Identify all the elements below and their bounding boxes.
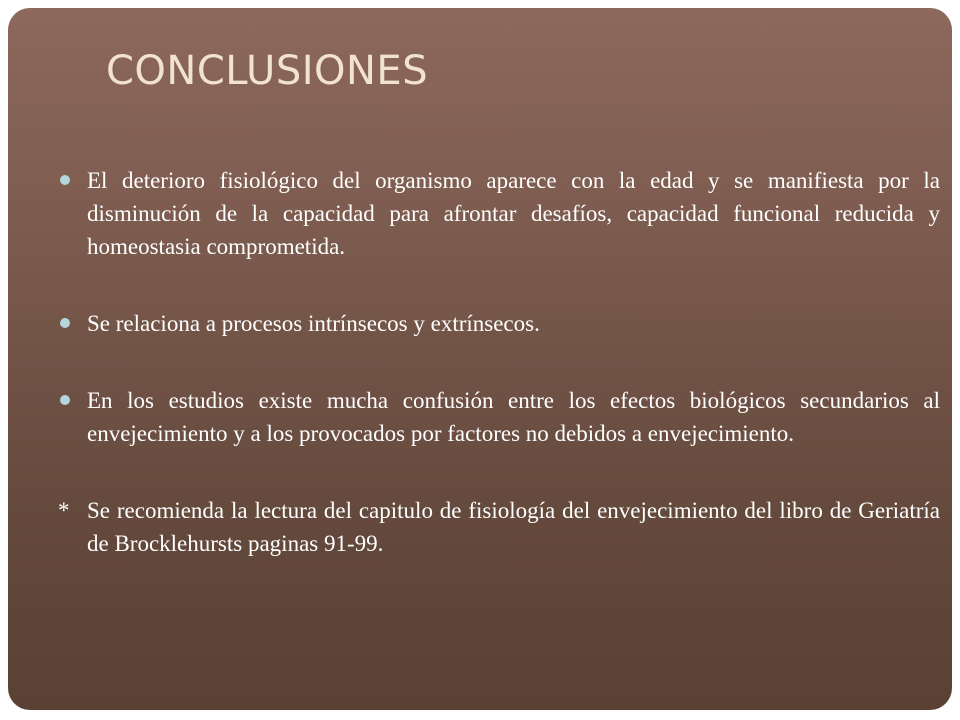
- bullet-text: En los estudios existe mucha confusión entre los efectos biológicos secundarios al envejecimiento y a los provocados por factores no debidos a envejecimiento.: [87, 388, 940, 446]
- slide-title: CONCLUSIONES: [106, 48, 429, 94]
- bullet-text: El deterioro fisiológico del organismo aparece con la edad y se manifiesta por la disminución de la capacidad para afrontar desafíos, capacidad funcional reducida y homeostasia comprometida.: [87, 168, 940, 259]
- asterisk-marker: *: [58, 498, 70, 523]
- bullet-dot-icon: [60, 395, 70, 405]
- bullet-text: Se relaciona a procesos intrínsecos y extrínsecos.: [87, 311, 540, 336]
- slide-panel: [8, 8, 952, 710]
- bullet-item-3: [60, 384, 940, 450]
- bullet-dot-icon: [60, 318, 70, 328]
- bullet-item-2: [60, 307, 940, 340]
- bullet-dot-icon: [60, 175, 70, 185]
- bullet-text: Se recomienda la lectura del capitulo de fisiología del envejecimiento del libro de Geriatría de Brocklehursts paginas 91-99.: [87, 498, 940, 556]
- bullet-list: [60, 164, 940, 560]
- bullet-item-4: [60, 494, 940, 560]
- bullet-item-1: [60, 164, 940, 263]
